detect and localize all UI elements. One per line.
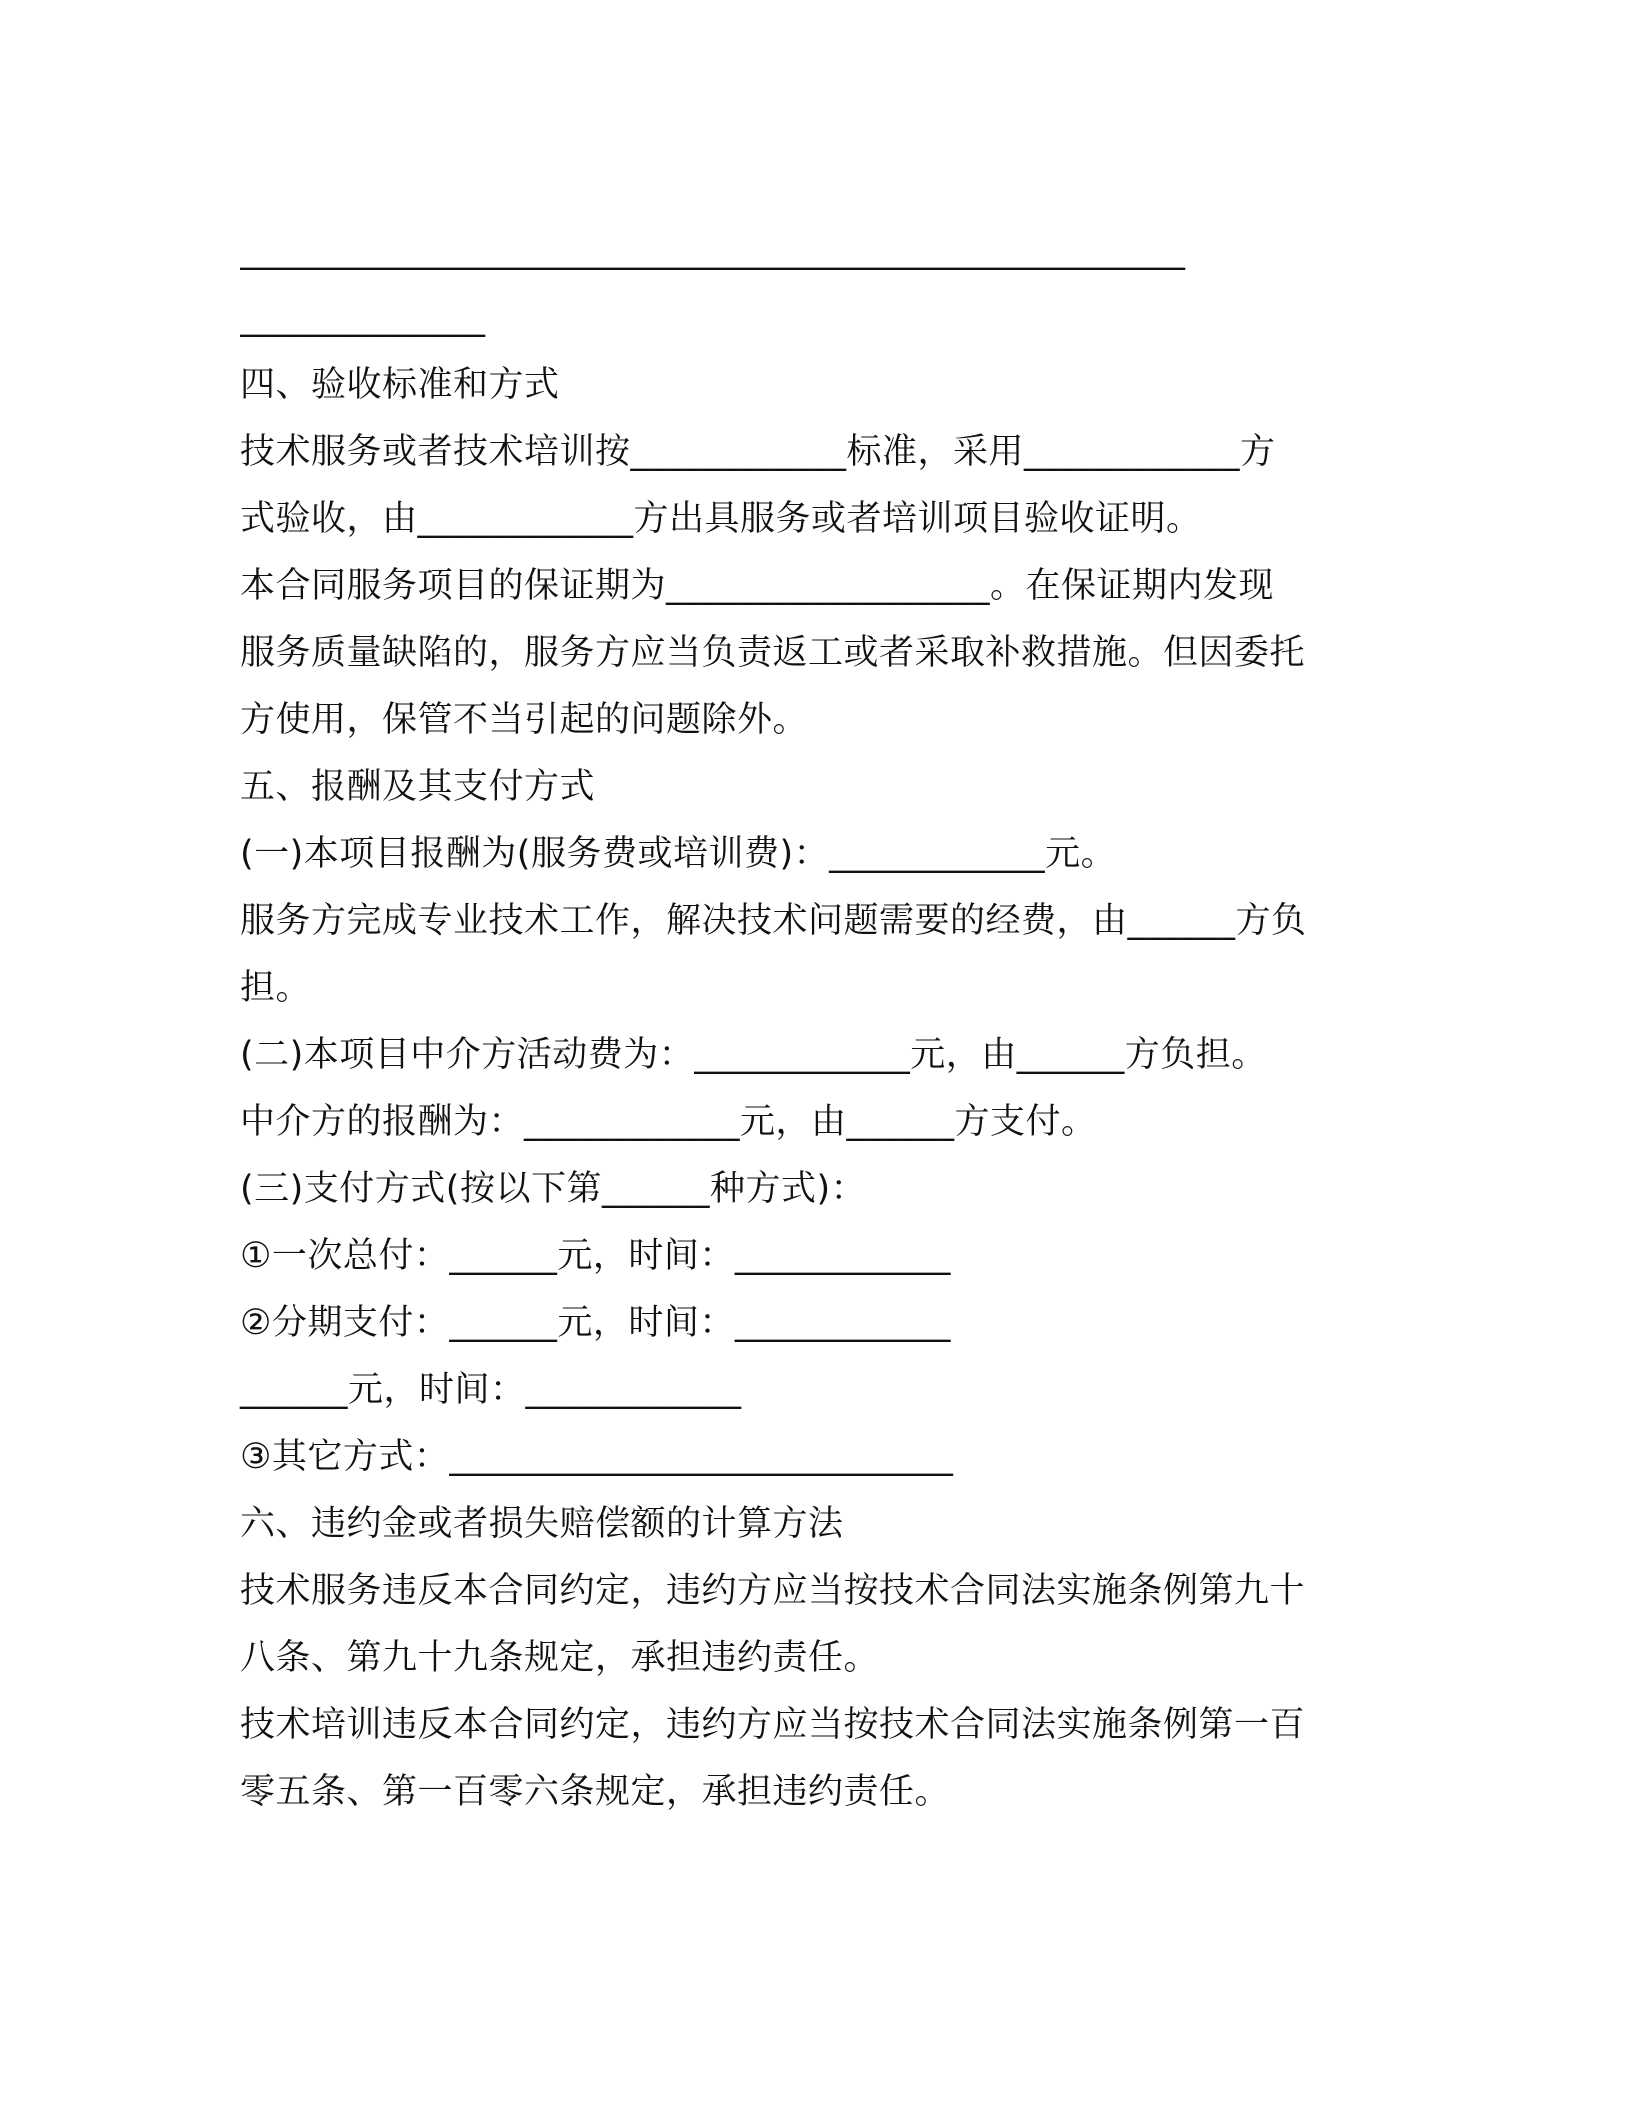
paragraph-line: 零五条、第一百零六条规定，承担违约责任。: [240, 1772, 951, 1812]
paragraph-line: ①一次总付：______元，时间：____________: [240, 1236, 951, 1276]
paragraph-line: 技术培训违反本合同约定，违约方应当按技术合同法实施条例第一百: [240, 1705, 1306, 1745]
section-heading-4: 四、验收标准和方式: [240, 365, 560, 405]
blank-rule-line-1: ______________________________________________________: [240, 231, 1185, 271]
section-heading-6: 六、违约金或者损失赔偿额的计算方法: [240, 1504, 844, 1544]
paragraph-line: 八条、第九十九条规定，承担违约责任。: [240, 1638, 880, 1678]
paragraph-line: 式验收，由____________方出具服务或者培训项目验收证明。: [240, 499, 1202, 539]
paragraph-line: (三)支付方式(按以下第______种方式)：: [240, 1169, 867, 1209]
paragraph-line: ②分期支付：______元，时间：____________: [240, 1303, 951, 1343]
paragraph-line: 担。: [240, 968, 312, 1008]
paragraph-line: 方使用，保管不当引起的问题除外。: [240, 700, 809, 740]
paragraph-line: 技术服务违反本合同约定，违约方应当按技术合同法实施条例第九十: [240, 1571, 1306, 1611]
paragraph-line: 服务方完成专业技术工作，解决技术问题需要的经费，由______方负: [240, 901, 1307, 941]
paragraph-line: ______元，时间：____________: [240, 1370, 742, 1410]
paragraph-line: (二)本项目中介方活动费为：____________元，由______方负担。: [240, 1035, 1267, 1075]
section-heading-5: 五、报酬及其支付方式: [240, 767, 596, 807]
paragraph-line: 服务质量缺陷的，服务方应当负责返工或者采取补救措施。但因委托: [240, 633, 1306, 673]
paragraph-line: (一)本项目报酬为(服务费或培训费)：____________元。: [240, 834, 1117, 874]
paragraph-line: ③其它方式：____________________________: [240, 1437, 954, 1477]
paragraph-line: 本合同服务项目的保证期为__________________。在保证期内发现: [240, 566, 1275, 606]
paragraph-line: 技术服务或者技术培训按____________标准，采用____________方: [240, 432, 1276, 472]
paragraph-line: 中介方的报酬为：____________元，由______方支付。: [240, 1102, 1097, 1142]
document-body: [240, 218, 1380, 1826]
blank-rule-line-2: ______________: [240, 298, 485, 338]
